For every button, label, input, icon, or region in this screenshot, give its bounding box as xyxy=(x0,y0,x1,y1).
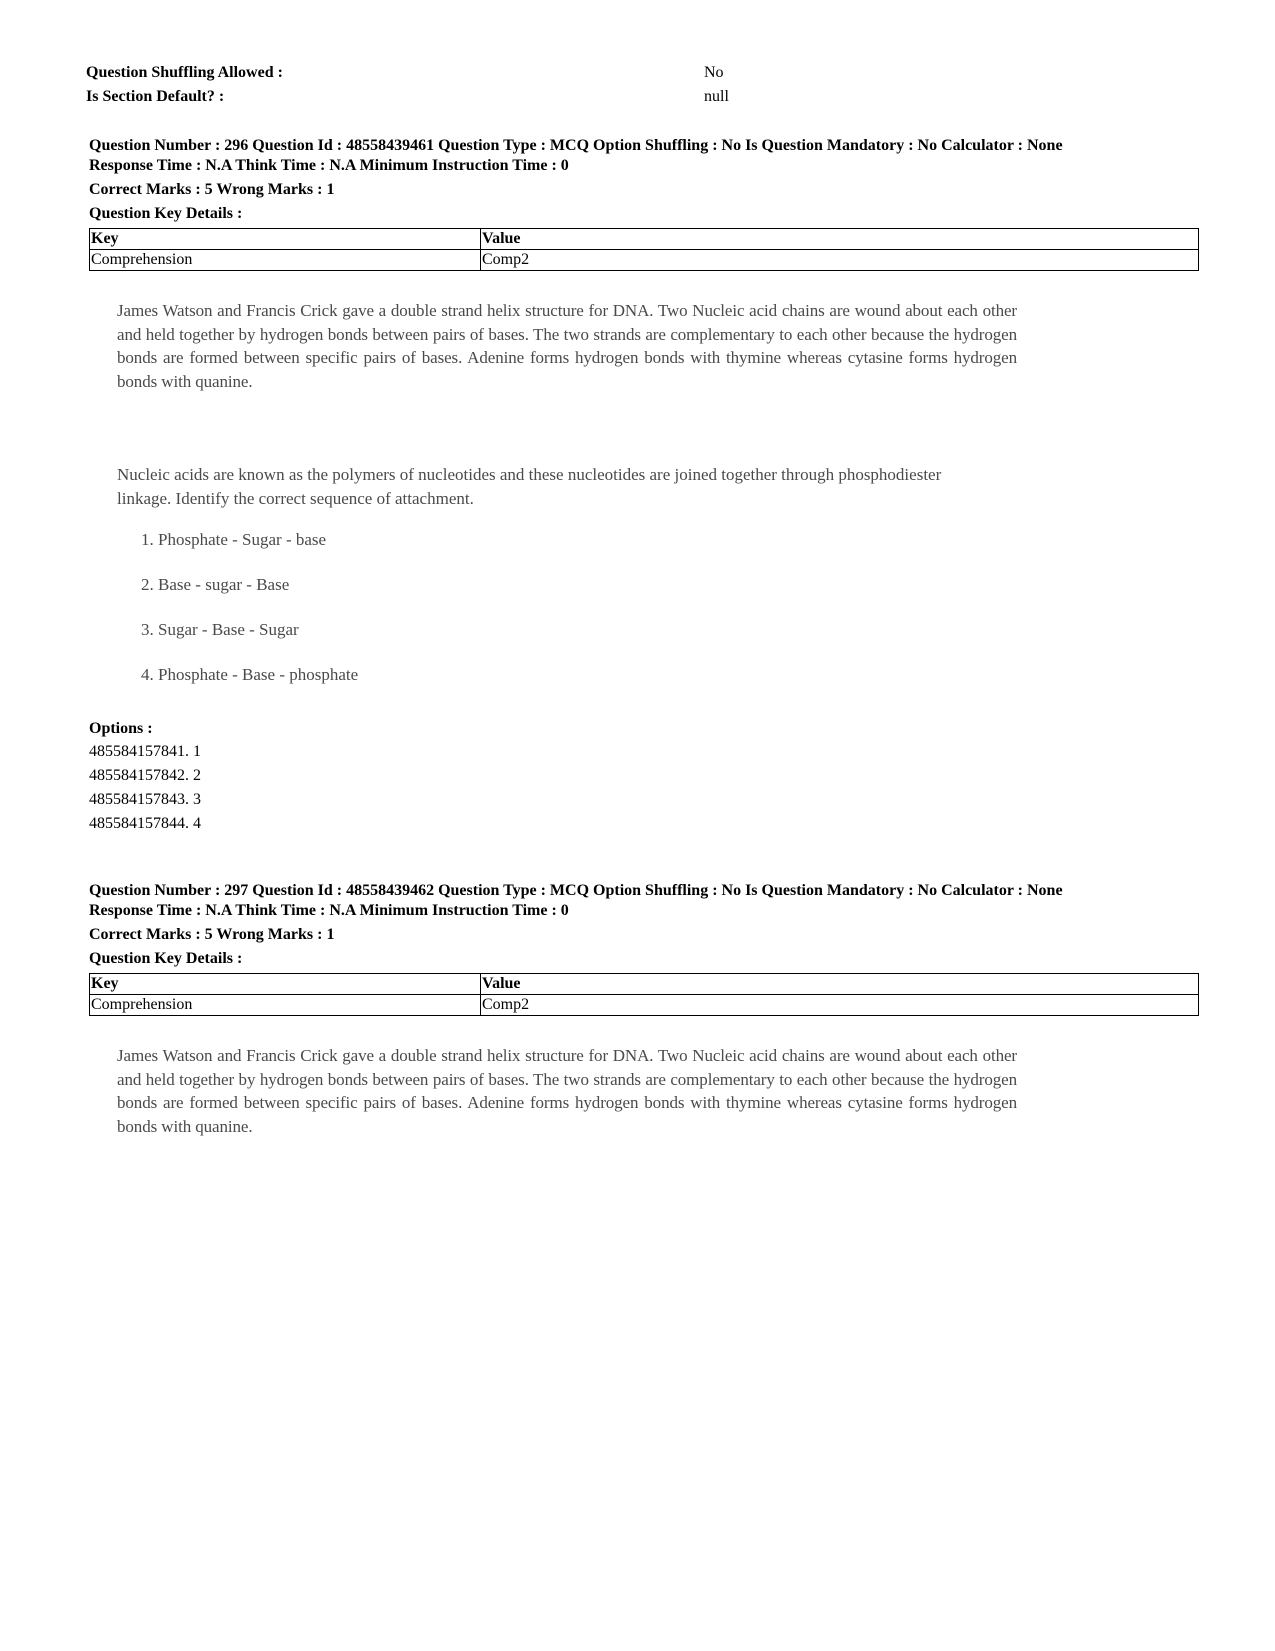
question-stem: Nucleic acids are known as the polymers of nucleotides and these nucleotides are joined together through phosphodiester linkage. Identify the correct sequence of attachment. xyxy=(117,465,942,508)
table-header-value: Value xyxy=(481,229,1199,250)
table-header-row xyxy=(90,974,1199,995)
option-item: 485584157842. 2 xyxy=(89,767,201,784)
table-row xyxy=(90,995,1199,1016)
setting-label: Question Shuffling Allowed : xyxy=(86,64,283,81)
setting-value: null xyxy=(704,88,729,105)
question-marks: Correct Marks : 5 Wrong Marks : 1 xyxy=(89,926,335,943)
key-details-table xyxy=(89,973,1199,1016)
table-header-value: Value xyxy=(481,974,1199,995)
table-cell-key: Comprehension xyxy=(90,995,481,1016)
setting-value: No xyxy=(704,64,724,81)
question-meta xyxy=(89,136,1199,176)
table-row xyxy=(90,250,1199,271)
question-296 xyxy=(89,136,1199,836)
list-item: 3. Sugar - Base - Sugar xyxy=(141,620,299,639)
table-cell-value: Comp2 xyxy=(481,250,1199,271)
sequence-list xyxy=(141,528,1199,708)
table-cell-key: Comprehension xyxy=(90,250,481,271)
option-item: 485584157844. 4 xyxy=(89,815,201,832)
option-item: 485584157841. 1 xyxy=(89,743,201,760)
question-meta-line-2: Response Time : N.A Think Time : N.A Minimum Instruction Time : 0 xyxy=(89,902,569,919)
question-marks: Correct Marks : 5 Wrong Marks : 1 xyxy=(89,181,335,198)
list-item: 2. Base - sugar - Base xyxy=(141,575,290,594)
setting-row xyxy=(86,85,746,109)
table-header-row xyxy=(90,229,1199,250)
option-item: 485584157843. 3 xyxy=(89,791,201,808)
comprehension-passage: James Watson and Francis Crick gave a double strand helix structure for DNA. Two Nucleic acid chains are wound about each other and held together by hydrogen bonds between pairs of bases. The two strands are complementary to each other because the hydrogen bonds are formed between specific pairs of bases. Adenine forms hydrogen bonds with thymine whereas cytasine forms hydrogen bonds with quanine. xyxy=(117,1046,1017,1136)
question-meta-line-1: Question Number : 297 Question Id : 48558439462 Question Type : MCQ Option Shuffling : No Is Question Mandatory : No Calculator : None xyxy=(89,882,1063,899)
list-item: 1. Phosphate - Sugar - base xyxy=(141,530,327,549)
setting-label: Is Section Default? : xyxy=(86,88,225,105)
question-meta-line-2: Response Time : N.A Think Time : N.A Minimum Instruction Time : 0 xyxy=(89,157,569,174)
list-item: 4. Phosphate - Base - phosphate xyxy=(141,665,359,684)
question-meta-line-1: Question Number : 296 Question Id : 48558439461 Question Type : MCQ Option Shuffling : No Is Question Mandatory : No Calculator : None xyxy=(89,137,1063,154)
question-297 xyxy=(89,881,1199,1138)
section-settings xyxy=(86,61,746,109)
table-header-key: Key xyxy=(90,974,481,995)
options-label: Options : xyxy=(89,720,153,737)
question-meta xyxy=(89,881,1199,921)
key-details-table xyxy=(89,228,1199,271)
table-cell-value: Comp2 xyxy=(481,995,1199,1016)
key-details-label: Question Key Details : xyxy=(89,950,243,967)
comprehension-passage: James Watson and Francis Crick gave a double strand helix structure for DNA. Two Nucleic acid chains are wound about each other and held together by hydrogen bonds between pairs of bases. The two strands are complementary to each other because the hydrogen bonds are formed between specific pairs of bases. Adenine forms hydrogen bonds with thymine whereas cytasine forms hydrogen bonds with quanine. xyxy=(117,301,1017,391)
table-header-key: Key xyxy=(90,229,481,250)
setting-row xyxy=(86,61,746,85)
key-details-label: Question Key Details : xyxy=(89,205,243,222)
